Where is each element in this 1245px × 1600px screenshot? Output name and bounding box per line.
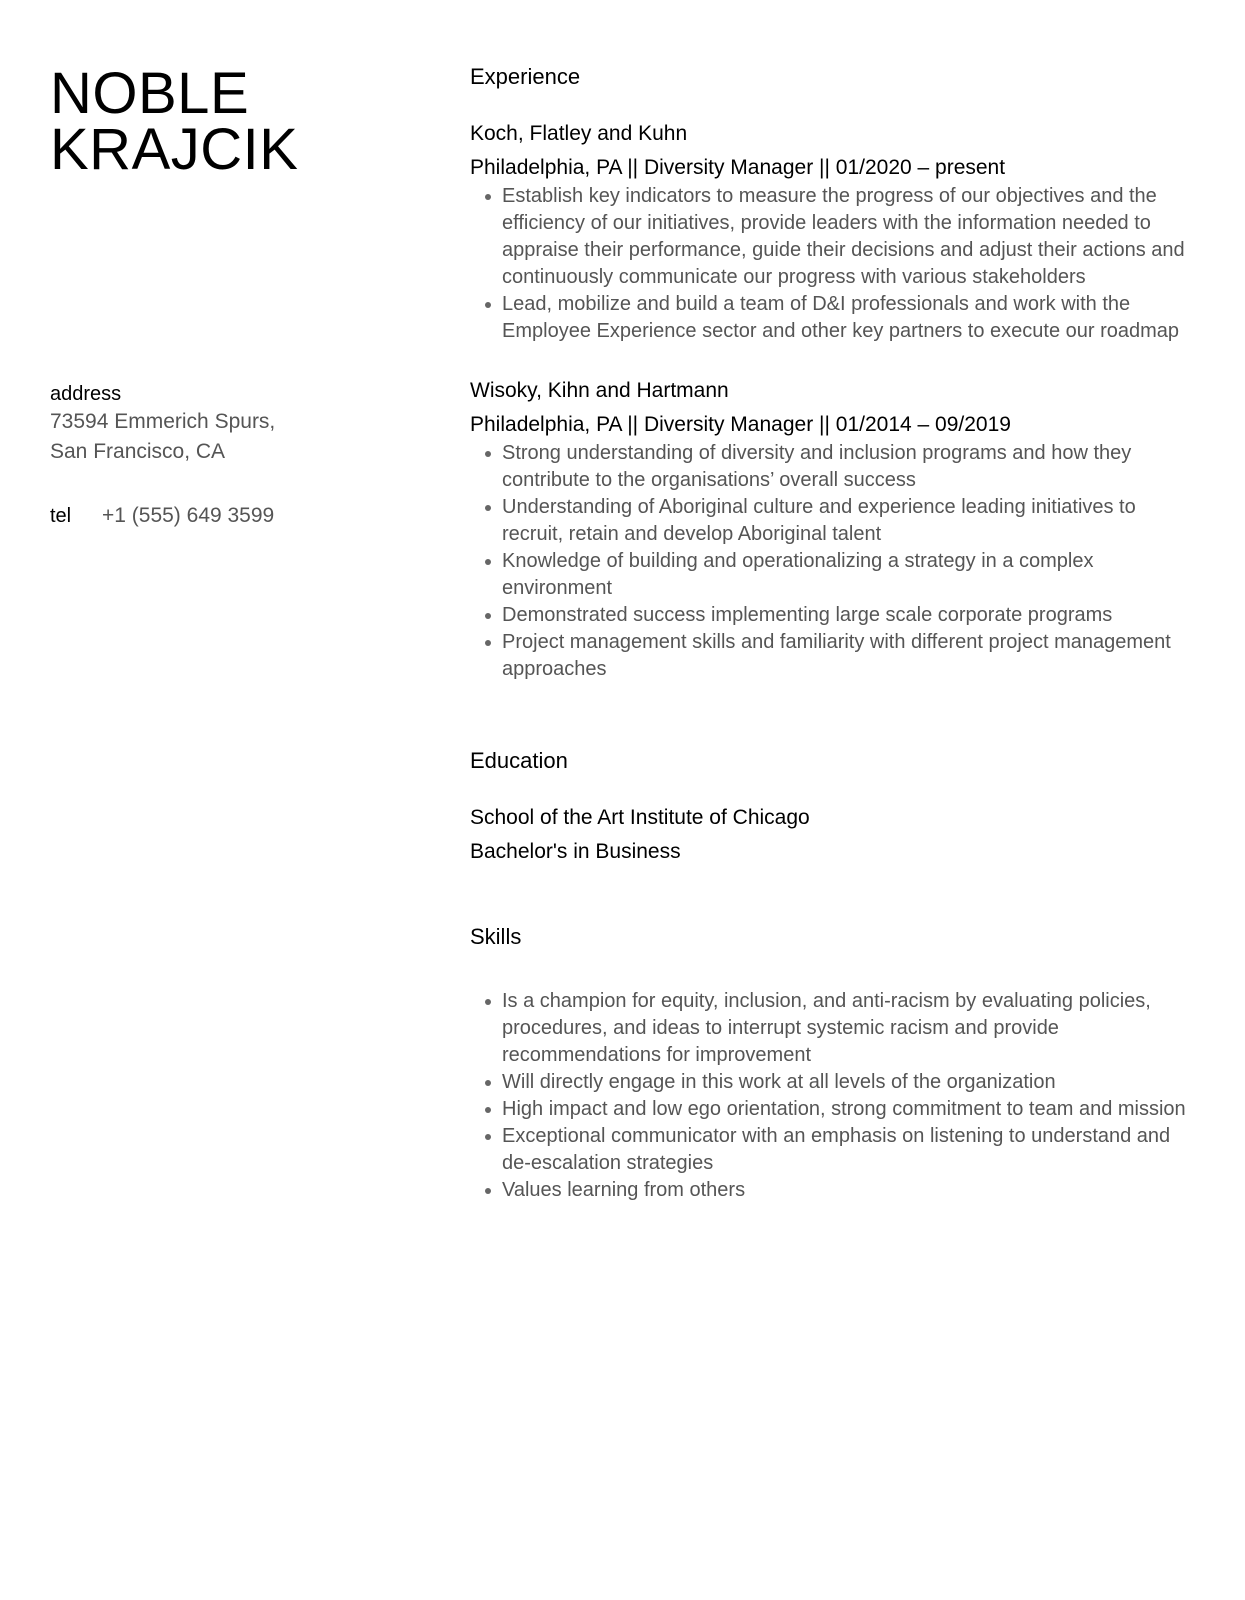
skill-item: Values learning from others: [470, 1177, 1200, 1204]
address-line-1: 73594 Emmerich Spurs,: [50, 410, 276, 433]
address-label: address: [50, 383, 122, 405]
last-name: KRAJCIK: [50, 117, 299, 182]
tel-value: +1 (555) 649 3599: [102, 504, 275, 527]
skill-item: Exceptional communicator with an emphasis on listening to understand and de-escalation strategies: [470, 1123, 1200, 1177]
job-bullet: Strong understanding of diversity and inclusion programs and how they contribute to the organisations’ overall success: [470, 440, 1200, 494]
skill-item: High impact and low ego orientation, strong commitment to team and mission: [470, 1096, 1200, 1123]
address-line-2: San Francisco, CA: [50, 440, 226, 463]
experience-title: Experience: [470, 64, 581, 89]
job-bullet: Understanding of Aboriginal culture and experience leading initiatives to recruit, retain and develop Aboriginal talent: [470, 494, 1200, 548]
skills-section: [470, 922, 1200, 1204]
degree: Bachelor's in Business: [470, 840, 681, 863]
job-meta: Philadelphia, PA || Diversity Manager || 01/2014 – 09/2019: [470, 413, 1011, 436]
skill-item: Will directly engage in this work at all levels of the organization: [470, 1069, 1200, 1096]
school-name: School of the Art Institute of Chicago: [470, 806, 810, 829]
job-employer: Koch, Flatley and Kuhn: [470, 122, 688, 145]
job-meta: Philadelphia, PA || Diversity Manager || 01/2020 – present: [470, 156, 1006, 179]
name-block: [50, 61, 410, 182]
job-bullets: [470, 440, 1200, 683]
tel-row: [50, 504, 410, 528]
experience-section: [470, 62, 1200, 683]
candidate-name: [50, 61, 410, 182]
job-bullet: Demonstrated success implementing large scale corporate programs: [470, 602, 1200, 629]
contact-block: [50, 381, 410, 528]
tel-label: tel: [50, 505, 72, 527]
job-entry: [470, 119, 1200, 345]
main-content: [470, 62, 1200, 1204]
education-title: Education: [470, 748, 568, 773]
job-bullet: Project management skills and familiarity with different project management approaches: [470, 629, 1200, 683]
skill-item: Is a champion for equity, inclusion, and anti-racism by evaluating policies, procedures, and ideas to interrupt systemic racism and provide recommendations for improvement: [470, 988, 1200, 1069]
education-section: [470, 746, 1200, 867]
skills-list: [470, 988, 1200, 1204]
job-employer: Wisoky, Kihn and Hartmann: [470, 379, 729, 402]
job-bullets: [470, 183, 1200, 345]
job-bullet: Knowledge of building and operationalizing a strategy in a complex environment: [470, 548, 1200, 602]
job-entry: [470, 376, 1200, 683]
first-name: NOBLE: [50, 61, 250, 126]
job-bullet: Lead, mobilize and build a team of D&I professionals and work with the Employee Experience sector and other key partners to execute our roadmap: [470, 291, 1200, 345]
skills-title: Skills: [470, 924, 522, 949]
job-bullet: Establish key indicators to measure the progress of our objectives and the efficiency of our initiatives, provide leaders with the information needed to appraise their performance, guide their decisions and adjust their actions and continuously communicate our progress with various stakeholders: [470, 183, 1200, 291]
